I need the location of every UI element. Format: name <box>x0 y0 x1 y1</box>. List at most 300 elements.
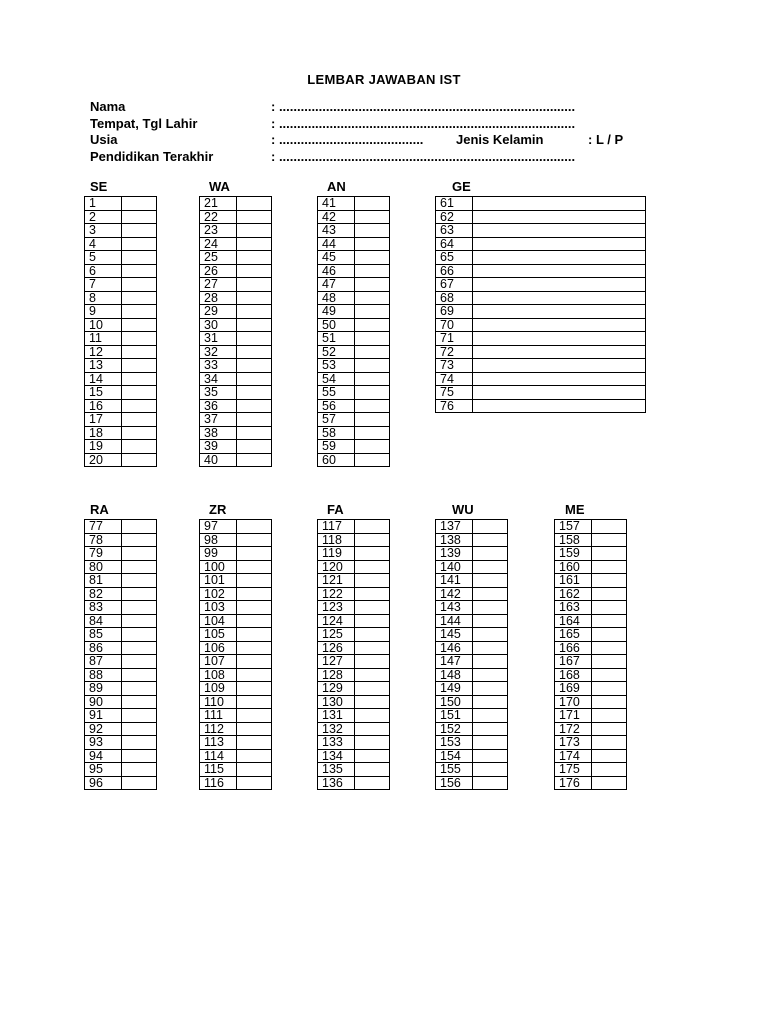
answer-cell[interactable] <box>237 614 272 628</box>
answer-cell[interactable] <box>122 547 157 561</box>
question-number: 99 <box>200 547 237 561</box>
answer-cell[interactable] <box>592 749 627 763</box>
answer-cell[interactable] <box>122 749 157 763</box>
question-number: 14 <box>85 372 122 386</box>
answer-row-zr <box>200 587 272 601</box>
answer-cell[interactable] <box>592 641 627 655</box>
answer-cell[interactable] <box>473 237 646 251</box>
question-number: 43 <box>318 224 355 238</box>
answer-cell[interactable] <box>237 453 272 467</box>
answer-row-an <box>318 278 390 292</box>
question-number: 98 <box>200 533 237 547</box>
answer-cell[interactable] <box>355 251 390 265</box>
answer-cell[interactable] <box>237 763 272 777</box>
answer-cell[interactable] <box>355 614 390 628</box>
answer-row-an <box>318 332 390 346</box>
answer-cell[interactable] <box>473 695 508 709</box>
answer-cell[interactable] <box>237 587 272 601</box>
answer-cell[interactable] <box>355 736 390 750</box>
answer-cell[interactable] <box>237 224 272 238</box>
answer-row-se <box>85 264 157 278</box>
answer-cell[interactable] <box>473 210 646 224</box>
question-number: 93 <box>85 736 122 750</box>
answer-cell[interactable] <box>355 426 390 440</box>
answer-row-an <box>318 197 390 211</box>
answer-cell[interactable] <box>122 305 157 319</box>
answer-cell[interactable] <box>473 560 508 574</box>
answer-row-zr <box>200 547 272 561</box>
answer-cell[interactable] <box>122 318 157 332</box>
answer-cell[interactable] <box>592 520 627 534</box>
answer-row-wu <box>436 709 508 723</box>
answer-cell[interactable] <box>122 574 157 588</box>
question-number: 166 <box>555 641 592 655</box>
answer-cell[interactable] <box>355 763 390 777</box>
answer-row-wa <box>200 372 272 386</box>
answer-row-zr <box>200 628 272 642</box>
answer-cell[interactable] <box>355 440 390 454</box>
answer-cell[interactable] <box>473 291 646 305</box>
section-title-ge: GE <box>452 179 471 194</box>
question-number: 53 <box>318 359 355 373</box>
answer-row-me <box>555 628 627 642</box>
answer-cell[interactable] <box>122 278 157 292</box>
answer-cell[interactable] <box>592 709 627 723</box>
answer-row-zr <box>200 722 272 736</box>
answer-cell[interactable] <box>122 426 157 440</box>
answer-row-wu <box>436 682 508 696</box>
answer-cell[interactable] <box>355 359 390 373</box>
question-number: 96 <box>85 776 122 790</box>
answer-cell[interactable] <box>355 749 390 763</box>
answer-row-ra <box>85 587 157 601</box>
answer-cell[interactable] <box>473 345 646 359</box>
answer-cell[interactable] <box>473 601 508 615</box>
answer-cell[interactable] <box>592 722 627 736</box>
question-number: 62 <box>436 210 473 224</box>
answer-cell[interactable] <box>473 668 508 682</box>
answer-row-me <box>555 776 627 790</box>
answer-cell[interactable] <box>355 237 390 251</box>
answer-cell[interactable] <box>473 749 508 763</box>
question-number: 101 <box>200 574 237 588</box>
answer-cell[interactable] <box>237 560 272 574</box>
question-number: 150 <box>436 695 473 709</box>
answer-cell[interactable] <box>122 695 157 709</box>
answer-cell[interactable] <box>122 399 157 413</box>
answer-cell[interactable] <box>237 668 272 682</box>
answer-row-zr <box>200 641 272 655</box>
answer-cell[interactable] <box>592 668 627 682</box>
answer-cell[interactable] <box>122 440 157 454</box>
question-number: 124 <box>318 614 355 628</box>
question-number: 19 <box>85 440 122 454</box>
answer-row-an <box>318 251 390 265</box>
question-number: 72 <box>436 345 473 359</box>
answer-cell[interactable] <box>355 682 390 696</box>
answer-cell[interactable] <box>122 359 157 373</box>
answer-cell[interactable] <box>355 533 390 547</box>
answer-cell[interactable] <box>355 332 390 346</box>
answer-row-zr <box>200 763 272 777</box>
answer-row-an <box>318 440 390 454</box>
answer-cell[interactable] <box>355 278 390 292</box>
answer-cell[interactable] <box>122 251 157 265</box>
answer-cell[interactable] <box>473 520 508 534</box>
answer-cell[interactable] <box>122 668 157 682</box>
answer-row-ge <box>436 399 646 413</box>
answer-cell[interactable] <box>355 224 390 238</box>
question-number: 103 <box>200 601 237 615</box>
answer-cell[interactable] <box>473 722 508 736</box>
question-number: 107 <box>200 655 237 669</box>
answer-cell[interactable] <box>592 614 627 628</box>
answer-cell[interactable] <box>237 251 272 265</box>
answer-row-wa <box>200 386 272 400</box>
answer-cell[interactable] <box>122 413 157 427</box>
answer-row-ra <box>85 763 157 777</box>
answer-row-fa <box>318 614 390 628</box>
answer-table-ra <box>84 519 157 790</box>
question-number: 105 <box>200 628 237 642</box>
answer-cell[interactable] <box>237 641 272 655</box>
answer-cell[interactable] <box>355 520 390 534</box>
answer-cell[interactable] <box>355 587 390 601</box>
answer-row-fa <box>318 533 390 547</box>
question-number: 126 <box>318 641 355 655</box>
answer-row-wa <box>200 264 272 278</box>
answer-cell[interactable] <box>355 413 390 427</box>
question-number: 82 <box>85 587 122 601</box>
answer-cell[interactable] <box>473 736 508 750</box>
answer-cell[interactable] <box>237 278 272 292</box>
answer-row-ge <box>436 197 646 211</box>
answer-cell[interactable] <box>355 601 390 615</box>
section-title-wu: WU <box>452 502 474 517</box>
answer-row-me <box>555 763 627 777</box>
answer-cell[interactable] <box>355 641 390 655</box>
answer-cell[interactable] <box>237 210 272 224</box>
answer-row-zr <box>200 533 272 547</box>
question-number: 125 <box>318 628 355 642</box>
question-number: 108 <box>200 668 237 682</box>
answer-cell[interactable] <box>473 682 508 696</box>
answer-cell[interactable] <box>237 305 272 319</box>
answer-row-fa <box>318 641 390 655</box>
answer-cell[interactable] <box>122 682 157 696</box>
answer-cell[interactable] <box>237 520 272 534</box>
answer-cell[interactable] <box>122 722 157 736</box>
section-title-zr: ZR <box>209 502 227 517</box>
answer-row-se <box>85 359 157 373</box>
answer-cell[interactable] <box>237 345 272 359</box>
answer-row-wa <box>200 197 272 211</box>
ttl-field[interactable]: : .................................................................................. <box>271 115 576 131</box>
question-number: 129 <box>318 682 355 696</box>
answer-cell[interactable] <box>355 264 390 278</box>
answer-row-se <box>85 453 157 467</box>
answer-cell[interactable] <box>122 763 157 777</box>
answer-cell[interactable] <box>237 413 272 427</box>
answer-row-wu <box>436 695 508 709</box>
question-number: 114 <box>200 749 237 763</box>
answer-cell[interactable] <box>473 763 508 777</box>
answer-cell[interactable] <box>237 547 272 561</box>
answer-row-ge <box>436 386 646 400</box>
question-number: 156 <box>436 776 473 790</box>
answer-row-ge <box>436 291 646 305</box>
answer-row-wu <box>436 601 508 615</box>
answer-row-se <box>85 399 157 413</box>
answer-row-fa <box>318 709 390 723</box>
question-number: 11 <box>85 332 122 346</box>
question-number: 168 <box>555 668 592 682</box>
answer-cell[interactable] <box>592 655 627 669</box>
answer-cell[interactable] <box>473 305 646 319</box>
answer-cell[interactable] <box>122 776 157 790</box>
answer-cell[interactable] <box>122 264 157 278</box>
answer-cell[interactable] <box>122 345 157 359</box>
answer-cell[interactable] <box>473 399 646 413</box>
answer-cell[interactable] <box>473 386 646 400</box>
answer-row-an <box>318 224 390 238</box>
question-number: 128 <box>318 668 355 682</box>
answer-cell[interactable] <box>122 386 157 400</box>
answer-cell[interactable] <box>237 533 272 547</box>
question-number: 79 <box>85 547 122 561</box>
answer-row-se <box>85 413 157 427</box>
answer-cell[interactable] <box>592 533 627 547</box>
answer-cell[interactable] <box>473 251 646 265</box>
answer-cell[interactable] <box>592 560 627 574</box>
answer-cell[interactable] <box>473 332 646 346</box>
question-number: 163 <box>555 601 592 615</box>
answer-cell[interactable] <box>237 440 272 454</box>
question-number: 28 <box>200 291 237 305</box>
answer-cell[interactable] <box>355 372 390 386</box>
answer-row-wu <box>436 574 508 588</box>
answer-cell[interactable] <box>122 210 157 224</box>
question-number: 34 <box>200 372 237 386</box>
answer-cell[interactable] <box>355 655 390 669</box>
answer-cell[interactable] <box>355 628 390 642</box>
answer-row-fa <box>318 574 390 588</box>
answer-cell[interactable] <box>122 601 157 615</box>
answer-cell[interactable] <box>122 533 157 547</box>
answer-cell[interactable] <box>237 736 272 750</box>
question-number: 88 <box>85 668 122 682</box>
answer-cell[interactable] <box>473 533 508 547</box>
question-number: 61 <box>436 197 473 211</box>
answer-cell[interactable] <box>237 776 272 790</box>
question-number: 20 <box>85 453 122 467</box>
answer-cell[interactable] <box>237 655 272 669</box>
answer-cell[interactable] <box>592 736 627 750</box>
answer-row-me <box>555 601 627 615</box>
answer-cell[interactable] <box>592 682 627 696</box>
answer-cell[interactable] <box>122 291 157 305</box>
question-number: 85 <box>85 628 122 642</box>
answer-table-zr <box>199 519 272 790</box>
answer-cell[interactable] <box>473 641 508 655</box>
answer-row-ge <box>436 359 646 373</box>
answer-cell[interactable] <box>237 372 272 386</box>
answer-cell[interactable] <box>355 574 390 588</box>
question-number: 21 <box>200 197 237 211</box>
answer-cell[interactable] <box>473 197 646 211</box>
answer-cell[interactable] <box>355 386 390 400</box>
question-number: 22 <box>200 210 237 224</box>
answer-cell[interactable] <box>473 547 508 561</box>
answer-row-fa <box>318 749 390 763</box>
question-number: 76 <box>436 399 473 413</box>
answer-cell[interactable] <box>355 291 390 305</box>
answer-cell[interactable] <box>473 372 646 386</box>
answer-cell[interactable] <box>122 453 157 467</box>
answer-cell[interactable] <box>592 628 627 642</box>
answer-cell[interactable] <box>122 587 157 601</box>
answer-cell[interactable] <box>122 197 157 211</box>
answer-cell[interactable] <box>237 749 272 763</box>
answer-cell[interactable] <box>122 628 157 642</box>
answer-cell[interactable] <box>473 224 646 238</box>
ttl-label: Tempat, Tgl Lahir <box>90 115 198 131</box>
answer-cell[interactable] <box>237 399 272 413</box>
answer-cell[interactable] <box>592 601 627 615</box>
answer-cell[interactable] <box>237 264 272 278</box>
answer-row-zr <box>200 668 272 682</box>
question-number: 174 <box>555 749 592 763</box>
answer-cell[interactable] <box>473 628 508 642</box>
answer-cell[interactable] <box>355 695 390 709</box>
answer-cell[interactable] <box>237 574 272 588</box>
jenis-kelamin-field[interactable]: : L / P <box>588 132 624 147</box>
answer-cell[interactable] <box>355 547 390 561</box>
answer-row-se <box>85 440 157 454</box>
answer-cell[interactable] <box>237 601 272 615</box>
answer-row-se <box>85 251 157 265</box>
question-number: 54 <box>318 372 355 386</box>
answer-cell[interactable] <box>237 426 272 440</box>
answer-cell[interactable] <box>122 736 157 750</box>
answer-cell[interactable] <box>355 709 390 723</box>
question-number: 2 <box>85 210 122 224</box>
answer-cell[interactable] <box>355 318 390 332</box>
answer-cell[interactable] <box>237 695 272 709</box>
answer-cell[interactable] <box>122 520 157 534</box>
answer-cell[interactable] <box>473 278 646 292</box>
answer-cell[interactable] <box>355 305 390 319</box>
pendidikan-field[interactable]: : .................................................................................. <box>271 148 576 164</box>
nama-field[interactable]: : .................................................................................. <box>271 99 576 114</box>
answer-cell[interactable] <box>355 776 390 790</box>
answer-row-se <box>85 345 157 359</box>
answer-cell[interactable] <box>592 695 627 709</box>
answer-cell[interactable] <box>473 587 508 601</box>
question-number: 24 <box>200 237 237 251</box>
question-number: 147 <box>436 655 473 669</box>
answer-cell[interactable] <box>122 224 157 238</box>
answer-cell[interactable] <box>237 197 272 211</box>
question-number: 176 <box>555 776 592 790</box>
answer-cell[interactable] <box>237 386 272 400</box>
answer-cell[interactable] <box>237 318 272 332</box>
answer-cell[interactable] <box>592 763 627 777</box>
question-number: 59 <box>318 440 355 454</box>
answer-cell[interactable] <box>473 614 508 628</box>
answer-cell[interactable] <box>355 722 390 736</box>
answer-cell[interactable] <box>355 399 390 413</box>
answer-cell[interactable] <box>237 332 272 346</box>
answer-cell[interactable] <box>122 641 157 655</box>
answer-cell[interactable] <box>122 560 157 574</box>
answer-cell[interactable] <box>355 210 390 224</box>
answer-cell[interactable] <box>355 345 390 359</box>
answer-cell[interactable] <box>237 359 272 373</box>
question-number: 135 <box>318 763 355 777</box>
answer-cell[interactable] <box>122 655 157 669</box>
answer-cell[interactable] <box>237 237 272 251</box>
answer-cell[interactable] <box>355 453 390 467</box>
answer-cell[interactable] <box>237 682 272 696</box>
answer-row-fa <box>318 560 390 574</box>
answer-row-an <box>318 359 390 373</box>
answer-cell[interactable] <box>473 709 508 723</box>
answer-row-wa <box>200 345 272 359</box>
answer-cell[interactable] <box>122 237 157 251</box>
answer-cell[interactable] <box>355 560 390 574</box>
answer-row-ge <box>436 372 646 386</box>
answer-cell[interactable] <box>237 291 272 305</box>
answer-cell[interactable] <box>592 574 627 588</box>
question-number: 118 <box>318 533 355 547</box>
answer-cell[interactable] <box>122 372 157 386</box>
answer-cell[interactable] <box>237 722 272 736</box>
answer-cell[interactable] <box>592 547 627 561</box>
question-number: 38 <box>200 426 237 440</box>
answer-row-wu <box>436 547 508 561</box>
answer-cell[interactable] <box>122 709 157 723</box>
question-number: 68 <box>436 291 473 305</box>
question-number: 132 <box>318 722 355 736</box>
answer-row-wu <box>436 614 508 628</box>
question-number: 136 <box>318 776 355 790</box>
answer-cell[interactable] <box>592 587 627 601</box>
answer-cell[interactable] <box>122 614 157 628</box>
answer-cell[interactable] <box>473 318 646 332</box>
question-number: 94 <box>85 749 122 763</box>
answer-cell[interactable] <box>473 574 508 588</box>
answer-cell[interactable] <box>237 628 272 642</box>
answer-cell[interactable] <box>592 776 627 790</box>
question-number: 40 <box>200 453 237 467</box>
answer-cell[interactable] <box>473 655 508 669</box>
answer-cell[interactable] <box>473 359 646 373</box>
answer-row-wa <box>200 305 272 319</box>
answer-cell[interactable] <box>473 776 508 790</box>
answer-cell[interactable] <box>122 332 157 346</box>
question-number: 65 <box>436 251 473 265</box>
usia-field[interactable]: : ........................................ <box>271 132 424 147</box>
section-title-fa: FA <box>327 502 344 517</box>
answer-table-me <box>554 519 627 790</box>
answer-cell[interactable] <box>237 709 272 723</box>
answer-cell[interactable] <box>473 264 646 278</box>
answer-cell[interactable] <box>355 197 390 211</box>
answer-row-wu <box>436 560 508 574</box>
question-number: 121 <box>318 574 355 588</box>
answer-cell[interactable] <box>355 668 390 682</box>
